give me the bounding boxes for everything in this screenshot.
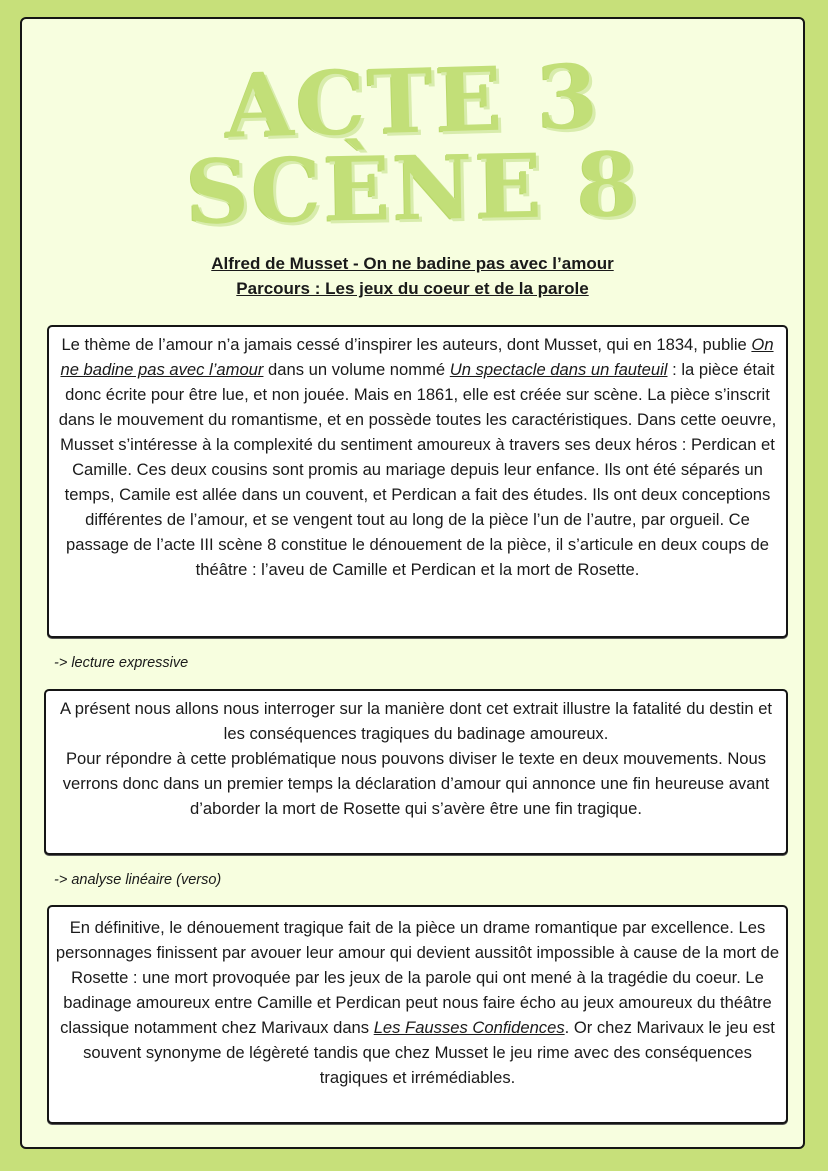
intro-box: Le thème de l’amour n’a jamais cessé d’inspirer les auteurs, dont Musset, qui en 1834, publie On ne badine pas avec l’amour dans un volume nommé Un spectacle dans un fauteuil : la pièce était donc écrite pour être lue, et non jouée. Mais en 1861, elle est créée sur scène. La pièce s’inscrit dans le mouvement du romantisme, et en possède toutes les caractéristiques. Dans cette oeuvre, Musset s’intéresse à la complexité du sentiment amoureux à travers ses deux héros : Perdican et Camille. Ces deux cousins sont promis au mariage depuis leur enfance. Ils ont été séparés un temps, Camile est allée dans un couvent, et Perdican a fait des études. Ils ont deux conceptions différentes de l’amour, et se vengent tout au long de la pièce l’un de l’autre, par orgueil. Ce passage de l’acte III scène 8 constitue le dénouement de la pièce, il s’articule en deux coups de théâtre : l’aveu de Camille et Perdican et la mort de Rosette. — [47, 325, 788, 638]
conclusion-box: En définitive, le dénouement tragique fait de la pièce un drame romantique par excellence. Les personnages finissent par avouer leur amour qui devient aussitôt impossible à cause de la mort de Rosette : une mort provoquée par les jeux de la parole qui ont mené à la tragédie du coeur. Le badinage amoureux entre Camille et Perdican peut nous faire écho au jeux amoureux du théâtre classique notamment chez Marivaux dans Les Fausses Confidences. Or chez Marivaux le jeu est souvent synonyme de légèreté tandis que chez Musset le jeu rime avec des conséquences tragiques et irrémédiables. — [47, 905, 788, 1124]
work-title: Un spectacle dans un fauteuil — [449, 360, 668, 379]
page-sheet — [20, 17, 805, 1149]
problematique-box: A présent nous allons nous interroger sur la manière dont cet extrait illustre la fatalité du destin et les conséquences tragiques du badinage amoureux. Pour répondre à cette problématique nous pouvons diviser le texte en deux mouvements. Nous verrons donc dans un premier temps la déclaration d’amour qui annonce une fin heureuse avant d’aborder la mort de Rosette qui s’avère être une fin tragique. — [44, 689, 788, 855]
title-line-1: ACTE 3 — [223, 44, 602, 158]
subtitle-author-work: Alfred de Musset - On ne badine pas avec l’amour — [211, 254, 614, 273]
subtitle-parcours: Parcours : Les jeux du coeur et de la parole — [236, 279, 589, 298]
note-analyse: -> analyse linéaire (verso) — [54, 872, 222, 888]
work-title: Les Fausses Confidences — [373, 1018, 565, 1037]
work-title: On ne badine pas avec l’amour — [60, 335, 774, 379]
note-lecture: -> lecture expressive — [54, 655, 189, 671]
title-line-2: SCÈNE 8 — [184, 132, 641, 244]
